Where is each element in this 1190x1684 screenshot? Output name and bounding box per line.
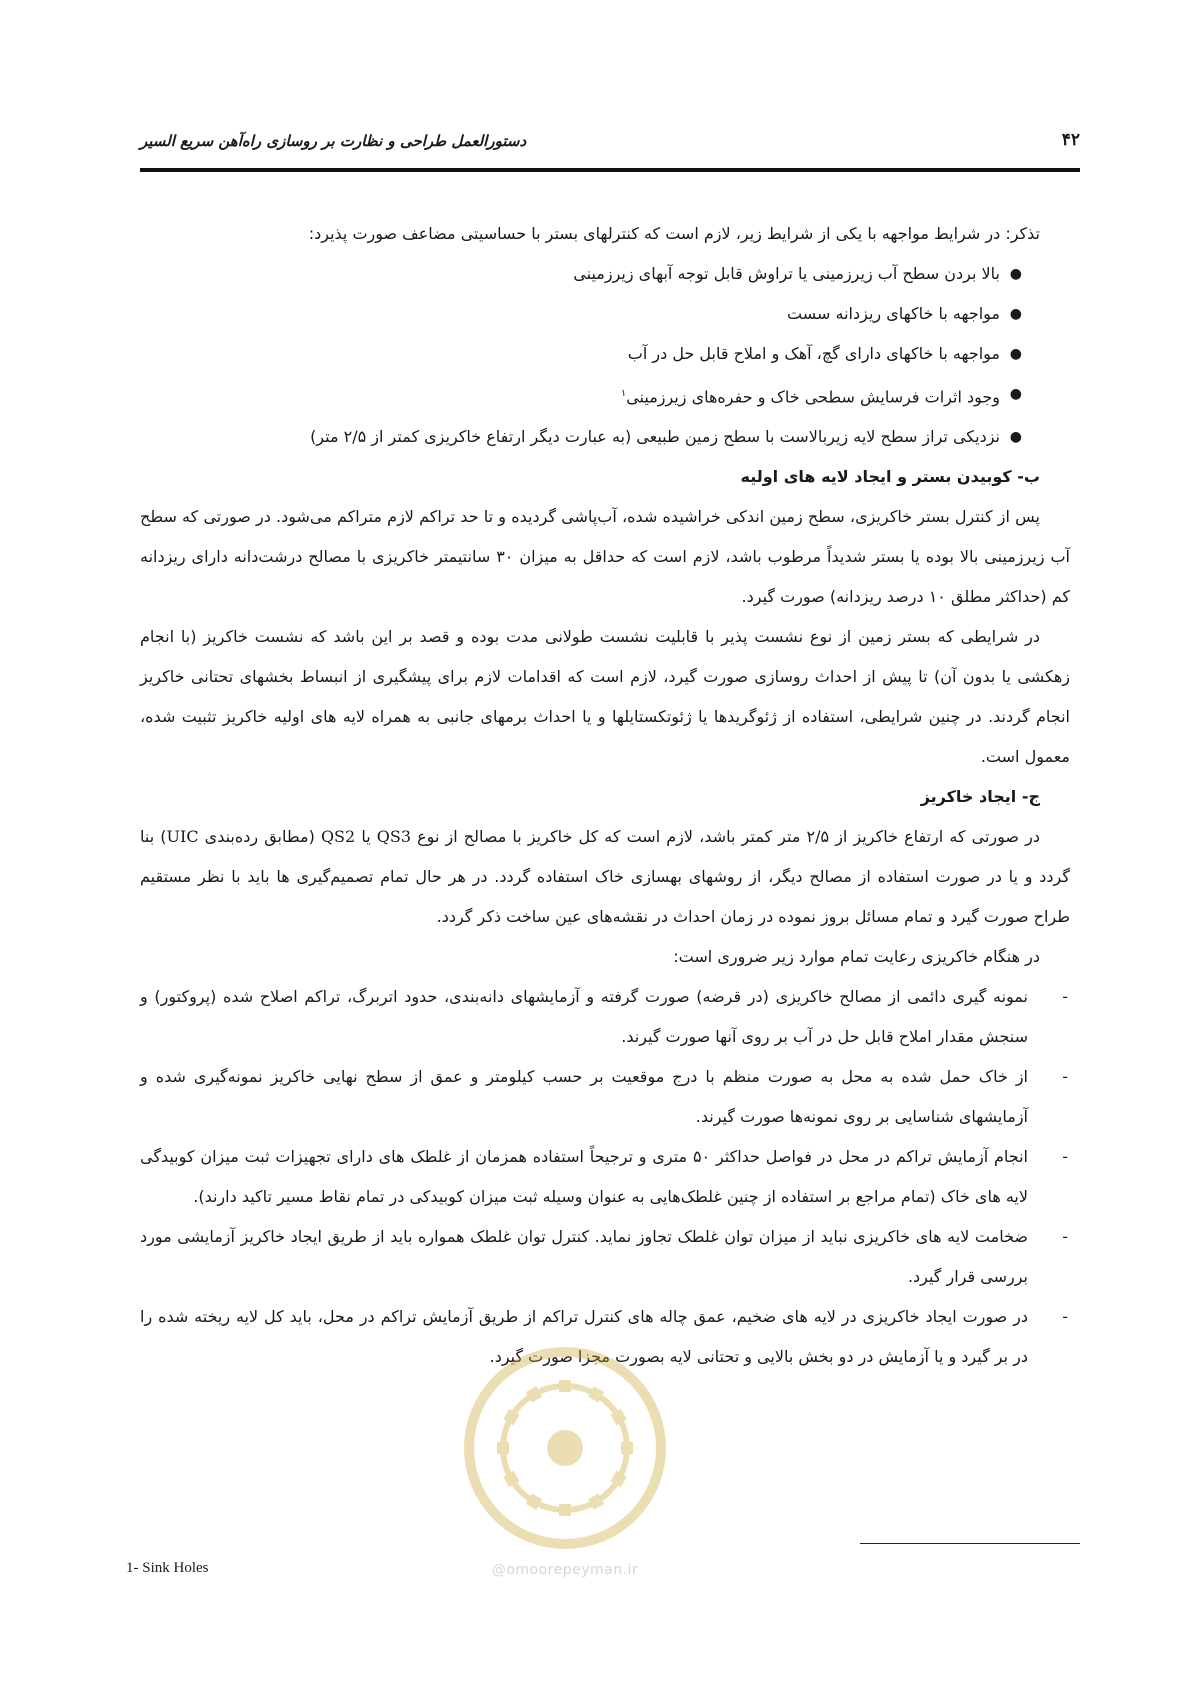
paragraph-text: در صورتی که ارتفاع خاکریز از ۲/۵ متر کمتر باشد، لازم است که کل خاکریز با مصالح از نوع [417,827,1040,847]
list-item-text: نمونه گیری دائمی از مصالح خاکریزی (در قرضه) صورت گرفته و آزمایشهای دانه‌بندی، حدود اتربرگ، تراکم اصلاح شده (پروکتور) و سنجش مقدار املاح قابل حل در آب بر روی آنها صورت گیرند. [140,987,1028,1047]
list-item [140,1217,1068,1297]
section-b-paragraph-2: در شرایطی که بستر زمین از نوع نشست پذیر با قابلیت نشست طولانی مدت بوده و قصد بر این باشد که نشست خاکریز (با انجام زهکشی یا بدون آن) تا پیش از احداث روسازی صورت گیرد، لازم است که اقدامات لازم برای پیشگیری از انبساط بخشهای تحتانی خاکریز انجام گردند. در چنین شرایطی، استفاده از ژئوگریدها یا ژئوتکستایلها و یا احداث برمهای جانبی به همراه لایه های اولیه خاکریز تثبیت شده، معمول است. [140,627,1070,767]
footnote-rule [860,1543,1080,1544]
qs3-label: QS3 [376,827,412,847]
running-title: دستورالعمل طراحی و نظارت بر روسازی راه‌آهن سریع السیر [140,132,527,150]
page-number: ۴۲ [1061,130,1080,150]
note-intro: تذکر: در شرایط مواجهه با یکی از شرایط زیر، لازم است که کنترلهای بستر با حساسیتی مضاعف صورت پذیرد: [308,224,1040,243]
list-item-text: در صورت ایجاد خاکریزی در لایه های ضخیم، عمق چاله های کنترل تراکم از طریق آزمایش تراکم در محل، باید کل لایه ریخته شده را در بر گیرد و یا آزمایش در دو بخش بالایی و تحتانی لایه بصورت مجزا صورت گیرد. [140,1307,1028,1367]
page-header [140,130,1080,164]
list-item-text: بالا بردن سطح آب زیرزمینی یا تراوش قابل توجه آبهای زیرزمینی [573,264,1000,283]
list-item-text: ضخامت لایه های خاکریزی نباید از میزان توان غلطک تجاوز نماید. کنترل توان غلطک همواره باید از طریق ایجاد خاکریز آزمایشی مورد بررسی قرار گیرد. [140,1227,1028,1287]
paragraph-text: ) بنا گردد و یا در صورت استفاده از مصالح دیگر، از روشهای بهسازی خاک استفاده گردد. در هر حال تمام تصمیم‌گیری ها باید با نظر مستقیم طراح صورت گیرد و تمام مسائل بروز نموده در زمان احداث در نقشه‌های عین ساخت ذکر گردد. [140,827,1070,927]
main-content [140,214,1070,1377]
section-b-paragraph-1: پس از کنترل بستر خاکریزی، سطح زمین اندکی خراشیده شده، آب‌پاشی گردیده و تا حد تراکم لازم متراکم می‌شود. در صورتی که سطح آب زیرزمینی بالا بوده یا بستر شدیداً مرطوب باشد، لازم است که حداقل به میزان ۳۰ سانتیمتر خاکریزی با مصالح درشت‌دانه دارای ریزدانه کم (حداکثر مطلق ۱۰ درصد ریزدانه) صورت گیرد. [140,507,1070,607]
paragraph-text: (مطابق رده‌بندی [204,827,315,847]
gear-tooth [621,1442,633,1454]
gear-tooth [503,1409,519,1425]
gear-tooth [610,1409,626,1425]
list-item [140,417,1022,457]
gear-tooth [497,1442,509,1454]
list-item [140,1137,1068,1217]
dash-marker: - [1062,1307,1068,1327]
section-b-heading: ب- کوبیدن بستر و ایجاد لایه های اولیه [740,467,1040,487]
section-c-dash-list [140,977,1070,1377]
gear-tooth [526,1386,542,1402]
footnote: 1- Sink Holes [126,1560,209,1576]
section-c-paragraph-2: در هنگام خاکریزی رعایت تمام موارد زیر ضروری است: [673,947,1040,967]
gear-tooth [588,1493,604,1509]
section-c-heading: ج- ایجاد خاکریز [920,787,1040,807]
bullet-icon: ● [1009,429,1022,446]
gear-tooth [588,1386,604,1402]
dash-marker: - [1062,1227,1068,1247]
list-item-text: وجود اثرات فرسایش سطحی خاک و حفره‌های زیرزمینی [626,387,1000,407]
footnote-marker: ۱ [620,388,627,399]
gear-tooth [610,1471,626,1487]
list-item [140,1057,1068,1137]
list-item-text: نزدیکی تراز سطح لایه زیربالاست با سطح زمین طبیعی (به عبارت دیگر ارتفاع خاکریزی کمتر از ۲/۵ متر) [310,427,1000,447]
list-item [140,334,1022,374]
note-bullet-list [140,254,1070,457]
gear-tooth [526,1493,542,1509]
bullet-icon: ● [1009,306,1022,322]
list-item [140,1297,1068,1377]
section-c-paragraph-1 [140,817,1070,937]
bullet-icon: ● [1009,266,1022,282]
list-item-text: مواجهه با خاکهای ریزدانه سست [787,304,1000,323]
list-item-text: از خاک حمل شده به محل به صورت منظم با درج موقعیت بر حسب کیلومتر و عمق از سطح نهایی خاکریز نمونه‌گیری شده و آزمایشهای شناسایی بر روی نمونه‌ها صورت گیرند. [140,1067,1028,1127]
gear-tooth [559,1504,571,1516]
bullet-icon: ● [1009,386,1022,402]
list-item [140,977,1068,1057]
header-rule [140,168,1080,172]
list-item [140,254,1022,294]
paragraph-text: یا [361,827,371,847]
dash-marker: - [1062,987,1068,1007]
gear-tooth [559,1380,571,1392]
list-item-text: مواجهه با خاکهای دارای گچ، آهک و املاح قابل حل در آب [627,344,1000,363]
dash-marker: - [1062,1147,1068,1167]
dash-marker: - [1062,1067,1068,1087]
qs2-label: QS2 [320,827,356,847]
watermark-text: @omoorepeyman.ir [491,1562,639,1578]
gear-tooth [503,1471,519,1487]
list-item [140,374,1022,417]
uic-label: UIC [166,827,199,847]
list-item [140,294,1022,334]
list-item-text: انجام آزمایش تراکم در محل در فواصل حداکثر ۵۰ متری و ترجیحاً استفاده همزمان از غلطک های دارای تجهیزات ثبت میزان کوبیدگی لایه های خاک (تمام مراجع بر استفاده از چنین غلطک‌هایی به عنوان وسیله ثبت میزان کوبیدکی در تمام نقاط مسیر تاکید دارند). [140,1147,1028,1207]
bullet-icon: ● [1009,346,1022,362]
